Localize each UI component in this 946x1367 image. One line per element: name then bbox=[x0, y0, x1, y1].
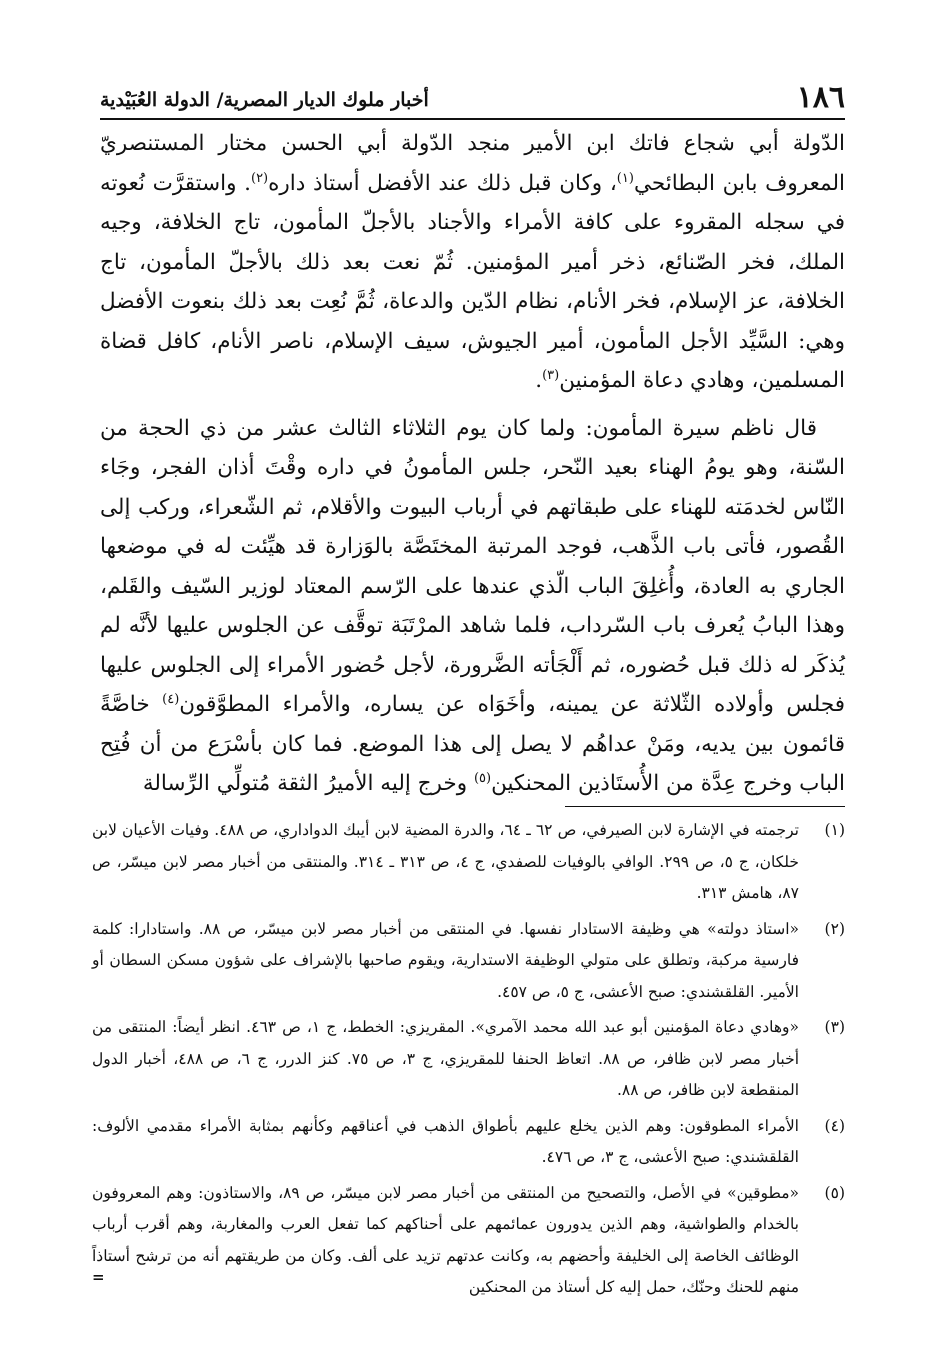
footnote-number: (٣) bbox=[824, 1018, 845, 1036]
paragraph-2-part-1: قال ناظم سيرة المأمون: ولما كان يوم الثلاثاء الثالث عشر من ذي الحجة من السّنة، وهو يومُ الهناء بعيد النّحر، جلس المأمونُ في داره وقْتَ أذان الفجر، وجَاء النّاس لخدمَته للهناء على طبقاتهم في أرباب البيوت والأقلام، ثم الشّعراء، وركب إلى القُصور، فأتى باب الذَّهب، فوجد المرتبة المختَصَّة بالوَزارة قد هيِّئت له في موضعها الجاري به العادة، وأُغلِقَ الباب الّذي عندها على الرّسم المعتاد لوزير السّيف والقَلم، وهذا البابُ يُعرف باب السّرداب، فلما شاهد المرْتَبَة توقَّف عن الجلوس عليها لأنَّه لم يُذكَر له ذلك قبل حُضوره، ثم أَلْجَأته الضَّرورة، لأجل حُضور الأمراء إلى الجلوس عليها فجلس وأولاده الثّلاثة عن يمينه، وأخَوَاه عن يساره، والأمراء المطوَّقون bbox=[100, 415, 846, 717]
paragraph-1-part-4: . bbox=[535, 368, 543, 393]
running-title: أخبار ملوك الديار المصرية/ الدولة العُبَيْدية bbox=[100, 89, 429, 111]
paragraph-1 bbox=[100, 124, 845, 401]
footnote-3 bbox=[92, 1012, 845, 1107]
paragraph-2-part-3: وخرج إليه الأميرُ الثقة مُتولِّي الرِّسالة bbox=[142, 771, 474, 796]
header-rule bbox=[100, 118, 845, 120]
page-number: ١٨٦ bbox=[796, 80, 845, 115]
footnote-5 bbox=[92, 1178, 845, 1304]
footnote-number: (٢) bbox=[824, 919, 845, 938]
footnote-1 bbox=[92, 815, 845, 910]
footnote-number: (٤) bbox=[824, 1116, 845, 1135]
footnote-2 bbox=[92, 914, 845, 1009]
footnote-number: (١) bbox=[824, 821, 845, 839]
footnote-text: ترجمته في الإشارة لابن الصيرفي، ص ٦٢ ـ ٦٤، والدرة المضية لابن أيبك الدواداري، ص ٤٨٨. وفيات الأعيان لابن خلكان، ج ٥، ص ٢٩٩. الوافي بالوفيات للصفدي، ج ٤، ص ٣١٣ ـ ٣١٤. والمنتقى من أخبار مصر لابن ميسّر، ص ٨٧، هامش ٣١٣. bbox=[92, 821, 799, 902]
footnote-separator bbox=[565, 806, 845, 807]
footnote-ref-5: (٥) bbox=[473, 770, 492, 786]
paragraph-1-part-3: . واستقرَّت نُعوته في سجله المقروء على كافة الأمراء والأجناد بالأجلّ المأمون، تاج الخلافة، وجيه الملك، فخر الصّنائع، ذخر أمير المؤمنين. ثُمّ نعت بعد ذلك بالأجلّ المأمون، تاج الخلافة، عز الإسلام، فخر الأنام، نظام الدّين والدعاة، ثُمَّ نُعِت بعد ذلك بنعوت الأفضل وهي: السَّيِّد الأجل المأمون، أمير الجيوش، سيف الإسلام، ناصر الأنام، كافل قضاة المسلمين، وهادي دعاة المؤمنين bbox=[100, 170, 845, 393]
footnote-4 bbox=[92, 1111, 845, 1174]
footnote-ref-3: (٣) bbox=[542, 367, 560, 383]
footnote-text: الأمراء المطوقون: وهم الذين يخلع عليهم بأطواق الذهب في أعناقهم وكأنهم بمثابة الأمراء مقدمي الألوف: القلقشندي: صبح الأعشى، ج ٣، ص ٤٧٦. bbox=[92, 1116, 799, 1166]
page-header bbox=[100, 78, 845, 114]
footnote-number: (٥) bbox=[824, 1183, 845, 1202]
footnote-ref-1: (١) bbox=[616, 170, 634, 186]
main-text bbox=[100, 124, 845, 804]
footnote-text: «مطوقين» في الأصل، والتصحيح من المنتقى من أخبار مصر لابن ميسّر، ص ٨٩، والاستاذون: وهم المعروفون بالخدام والطواشية، وهم الذين يدورون عمائمهم على أحناكهم كما تفعل العرب والمغاربة، وهم أقرب أرباب الوظائف الخاصة إلى الخليفة وأحضهم به، وكانت عدتهم تزيد على ألف. وكان من طريقتهم أنه من ترشح أستاذاً منهم للحنك وحنّك، حمل إليه كل أستاذ من المحنكين bbox=[92, 1183, 799, 1296]
footnote-text: «استاذ دولته» هي وظيفة الاستادار نفسها. في المنتقى من أخبار مصر لابن ميسّر، ص ٨٨. واستادارا: كلمة فارسية مركبة، وتطلق على متولي الوظيفة الاستدارية، ويقوم صاحبها بالإشراف على شؤون مسكن السطان أو الأمير. القلقشندي: صبح الأعشى، ج ٥، ص ٤٥٧. bbox=[92, 919, 800, 1001]
paragraph-1-part-2: ، وكان قبل ذلك عند الأفضل أستاذ داره bbox=[268, 170, 617, 196]
footnote-text: «وهادي دعاة المؤمنين أبو عبد الله محمد الآمري». المقريزي: الخطط، ج ١، ص ٤٦٣. انظر أيضاً: المنتقى من أخبار مصر لابن ظافر، ص ٨٨. اتعاظ الحنفا للمقريزي، ج ٣، ص ٧٥. كنز الدرر، ج ٦، ص ٤٨٨، أخبار الدول المنقطعة لابن ظافر، ص ٨٨. bbox=[92, 1018, 799, 1099]
paragraph-1-part-1: الدّولة أبي شجاع فاتك ابن الأمير منجد الدّولة أبي الحسن مختار المستنصريّ المعروف بابن البطائحي bbox=[100, 131, 845, 196]
paragraph-2-part-2: خاصَّةً قائمون بين يديه، ومَنْ عداهُم لا يصل إلى هذا الموضع. فما كان بأسْرَع من أن فُتِح الباب وخرج عِدَّة من الأُستَاذين المحنكين bbox=[100, 692, 845, 796]
footnotes bbox=[92, 815, 845, 1308]
paragraph-2 bbox=[100, 409, 845, 804]
footnote-ref-4: (٤) bbox=[162, 691, 180, 707]
footnote-ref-2: (٢) bbox=[250, 170, 269, 186]
continuation-mark: = bbox=[92, 1268, 105, 1286]
